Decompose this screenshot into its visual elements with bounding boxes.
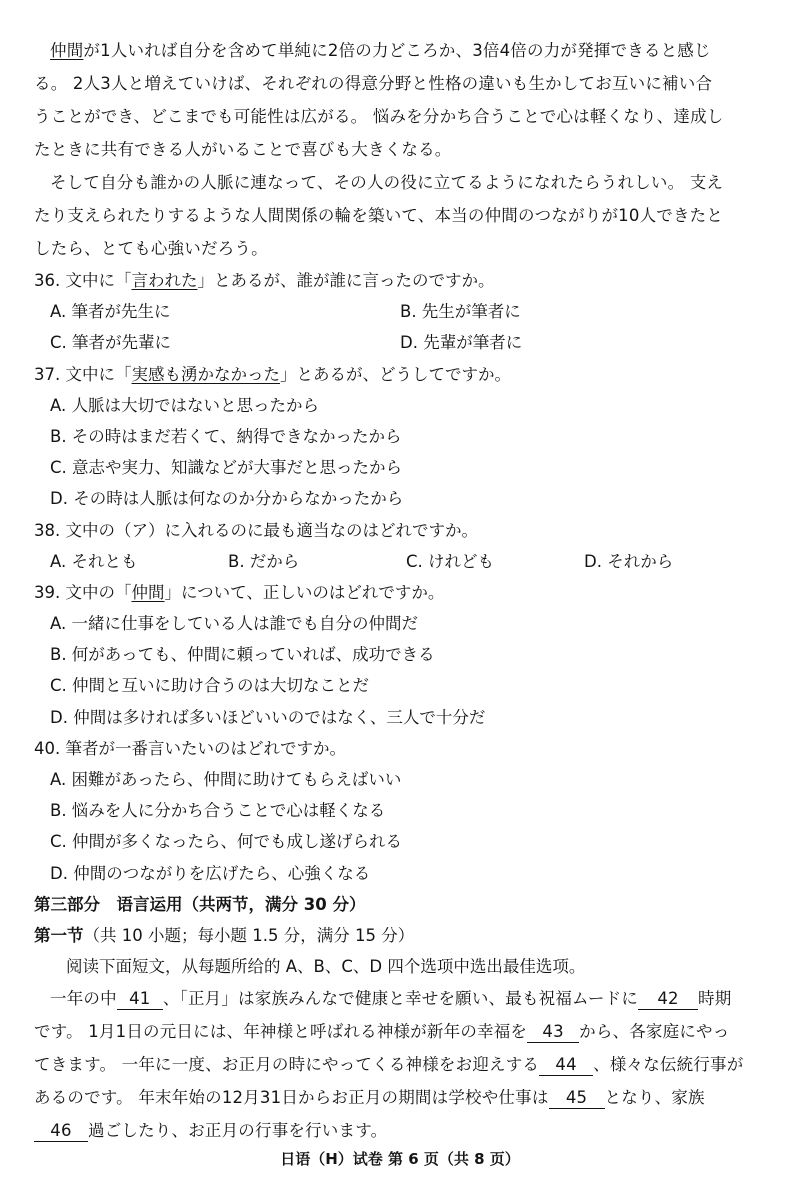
cloze-line: 一年の中 41 、「正月」は家族みんなで健康と幸せを願い、最も祝福ムードに 42 時期 — [50, 989, 732, 1009]
question-stem: 40. 筆者が一番言いたいのはどれですか。 — [34, 738, 346, 758]
section-title: 第三部分 语言运用（共两节，满分 30 分） — [34, 894, 366, 914]
passage-line: たときに共有できる人がいることで喜びも大きくなる。 — [34, 140, 452, 159]
cloze-line: あるのです。 年末年始の12月31日からお正月の期間は学校や仕事は 45 となり、家族 — [34, 1088, 705, 1108]
question-39 — [34, 577, 774, 733]
option-d[interactable]: D. 仲間のつながりを広げたら、心強くなる — [50, 863, 371, 883]
option-c[interactable]: C. 意志や実力、知識などが大事だと思ったから — [50, 458, 403, 478]
passage-line: したら、とても心強いだろう。 — [34, 239, 268, 258]
reading-passage — [34, 34, 774, 265]
blank-41[interactable]: 41 — [117, 989, 163, 1010]
question-stem: 36. 文中に「言われた」とあるが、誰が誰に言ったのですか。 — [34, 271, 495, 290]
question-stem: 38. 文中の（ア）に入れるのに最も適当なのはどれですか。 — [34, 520, 478, 540]
option-b[interactable]: B. その時はまだ若くて、納得できなかったから — [50, 426, 402, 446]
passage-line: たり支えられたりするような人間関係の輪を築いて、本当の仲間のつながりが10人できたと — [34, 206, 724, 225]
question-38 — [34, 515, 774, 577]
option-d[interactable]: D. 先輩が筆者に — [400, 333, 523, 353]
passage-line: る。 2人3人と増えていけば、それぞれの得意分野と性格の違いも生かしてお互いに補い合 — [34, 74, 713, 93]
blank-46[interactable]: 46 — [34, 1121, 88, 1142]
passage-line: うことができ、どこまでも可能性は広がる。 悩みを分かち合うことで心は軽くなり、達成し — [34, 107, 724, 126]
option-b[interactable]: B. 先生が筆者に — [400, 302, 521, 322]
underlined-term: 仲間 — [131, 582, 165, 602]
option-a[interactable]: A. それとも — [50, 551, 138, 571]
cloze-line: てきます。 一年に一度、お正月の時にやってくる神様をお迎えする 44 、様々な伝統行事が — [34, 1055, 744, 1075]
underlined-term: 実感も湧かなかった — [131, 364, 280, 384]
cloze-line: です。 1月1日の元日には、年神様と呼ばれる神様が新年の幸福を 43 から、各家庭にやっ — [34, 1022, 730, 1042]
option-b[interactable]: B. 何があっても、仲間に頼っていれば、成功できる — [50, 645, 435, 665]
cloze-passage — [34, 982, 774, 1147]
passage-line: そして自分も誰かの人脈に連なって、その人の役に立てるようになれたらうれしい。 支え — [50, 173, 724, 192]
question-36 — [34, 265, 774, 359]
blank-42[interactable]: 42 — [638, 989, 698, 1010]
question-37 — [34, 359, 774, 515]
underlined-term: 言われた — [131, 271, 198, 290]
option-b[interactable]: B. 悩みを人に分かち合うことで心は軽くなる — [50, 801, 386, 821]
option-b[interactable]: B. だから — [228, 551, 300, 571]
question-stem: 37. 文中に「実感も湧かなかった」とあるが、どうしてですか。 — [34, 364, 511, 384]
option-d[interactable]: D. 仲間は多ければ多いほどいいのではなく、三人で十分だ — [50, 707, 486, 727]
blank-43[interactable]: 43 — [527, 1022, 579, 1043]
blank-45[interactable]: 45 — [549, 1088, 605, 1109]
option-a[interactable]: A. 筆者が先生に — [50, 302, 171, 322]
option-c[interactable]: C. けれども — [406, 551, 495, 571]
question-40 — [34, 733, 774, 889]
option-c[interactable]: C. 筆者が先輩に — [50, 333, 172, 353]
underlined-term: 仲間 — [50, 41, 84, 60]
question-stem: 39. 文中の「仲間」について、正しいのはどれですか。 — [34, 582, 445, 602]
cloze-line: 46 過ごしたり、お正月の行事を行います。 — [34, 1114, 774, 1147]
option-d[interactable]: D. それから — [584, 551, 674, 571]
option-a[interactable]: A. 人脈は大切ではないと思ったから — [50, 395, 319, 415]
option-d[interactable]: D. その時は人脈は何なのか分からなかったから — [50, 489, 404, 509]
section-subtitle: 第一节（共 10 小题；每小题 1.5 分，满分 15 分） — [34, 925, 415, 945]
page-footer: 日语（H）试卷 第 6 页（共 8 页） — [280, 1150, 520, 1168]
passage-line: 仲間が1人いれば自分を含めて単純に2倍の力どころか、3倍4倍の力が発揮できると感じ — [50, 41, 711, 60]
option-a[interactable]: A. 一緒に仕事をしている人は誰でも自分の仲間だ — [50, 614, 418, 634]
blank-44[interactable]: 44 — [539, 1055, 593, 1076]
option-c[interactable]: C. 仲間と互いに助け合うのは大切なことだ — [50, 676, 370, 696]
exam-page — [34, 34, 774, 1147]
option-c[interactable]: C. 仲間が多くなったら、何でも成し遂げられる — [50, 832, 403, 852]
instruction-text: 阅读下面短文，从每题所给的 A、B、C、D 四个选项中选出最佳选项。 — [66, 957, 586, 977]
option-a[interactable]: A. 困難があったら、仲間に助けてもらえばいい — [50, 770, 402, 789]
